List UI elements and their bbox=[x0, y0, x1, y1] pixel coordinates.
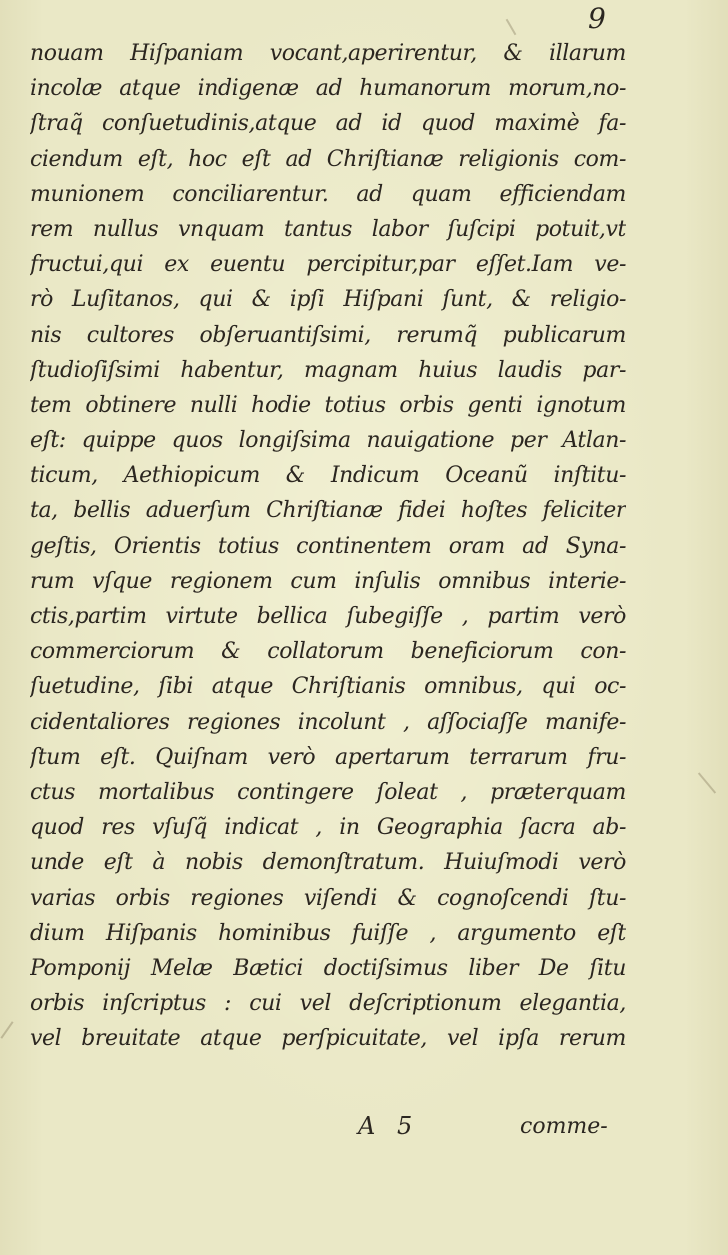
text-line: ticum, Aethiopicum & Indicum Oceanũ inſtitu- bbox=[30, 463, 626, 489]
text-line: munionem conciliarentur. ad quam efficiendam bbox=[30, 181, 626, 207]
text-line: rò Luſitanos, qui & ipſi Hiſpani ſunt, & religio- bbox=[30, 287, 626, 313]
text-line: ſtum eſt. Quiſnam verò apertarum terrarum fru- bbox=[30, 744, 626, 770]
text-line: fructui,qui ex euentu percipitur,par eſſet.Iam ve- bbox=[30, 252, 626, 278]
page-number: 9 bbox=[588, 2, 606, 35]
text-line: orbis inſcriptus : cui vel deſcriptionum elegantia, bbox=[30, 991, 626, 1017]
text-line: incolæ atque indigenæ ad humanorum morum,no- bbox=[30, 76, 626, 102]
text-line: quod res vſuſq̃ indicat , in Geographia ſacra ab- bbox=[30, 815, 626, 841]
text-line: geſtis, Orientis totius continentem oram ad Syna- bbox=[30, 533, 626, 559]
text-line: ctus mortalibus contingere ſoleat , præterquam bbox=[30, 779, 626, 805]
text-line: eſt: quippe quos longiſsima nauigatione per Atlan- bbox=[30, 428, 626, 454]
text-line: nis cultores obſeruantiſsimi, rerumq̃ publicarum bbox=[30, 322, 626, 348]
text-line: ſtraq̃ conſuetudinis,atque ad id quod maximè fa- bbox=[30, 111, 626, 137]
text-line: dium Hiſpanis hominibus fuiſſe , argumento eſt bbox=[30, 920, 626, 946]
text-line: rum vſque regionem cum inſulis omnibus interie- bbox=[30, 568, 626, 594]
paper-speck bbox=[506, 19, 517, 36]
text-line: unde eſt à nobis demonſtratum. Huiuſmodi verò bbox=[30, 850, 626, 876]
paper-speck bbox=[698, 772, 716, 793]
text-line: commerciorum & collatorum beneficiorum con- bbox=[30, 639, 626, 665]
text-line: ctis,partim virtute bellica ſubegiſſe , partim verò bbox=[30, 604, 626, 629]
text-line: ciendum eſt, hoc eſt ad Chriſtianæ religionis com- bbox=[30, 146, 626, 172]
text-line: nouam Hiſpaniam vocant,aperirentur, & illarum bbox=[30, 41, 626, 66]
text-line: cidentaliores regiones incolunt , aſſociaſſe manife- bbox=[30, 709, 626, 735]
text-line: tem obtinere nulli hodie totius orbis genti ignotum bbox=[30, 392, 626, 418]
text-line: ſuetudine, ſibi atque Chriſtianis omnibus, qui oc- bbox=[30, 674, 626, 700]
catchword: comme- bbox=[520, 1114, 608, 1139]
body-text bbox=[30, 36, 626, 1056]
text-line: ſtudioſiſsimi habentur, magnam huius laudis par- bbox=[30, 357, 626, 383]
text-line: ta, bellis aduerſum Chriſtianæ fidei hoſtes feliciter bbox=[30, 498, 626, 524]
paper-speck bbox=[0, 1021, 13, 1039]
text-line: varias orbis regiones viſendi & cognoſcendi ſtu- bbox=[30, 885, 626, 911]
text-line: Pomponij Melæ Bætici doctiſsimus liber De ſitu bbox=[30, 955, 626, 981]
text-line: rem nullus vnquam tantus labor ſuſcipi potuit,vt bbox=[30, 216, 626, 242]
text-line: vel breuitate atque perſpicuitate, vel ipſa rerum bbox=[30, 1026, 626, 1052]
signature-mark: A 5 bbox=[358, 1112, 413, 1140]
